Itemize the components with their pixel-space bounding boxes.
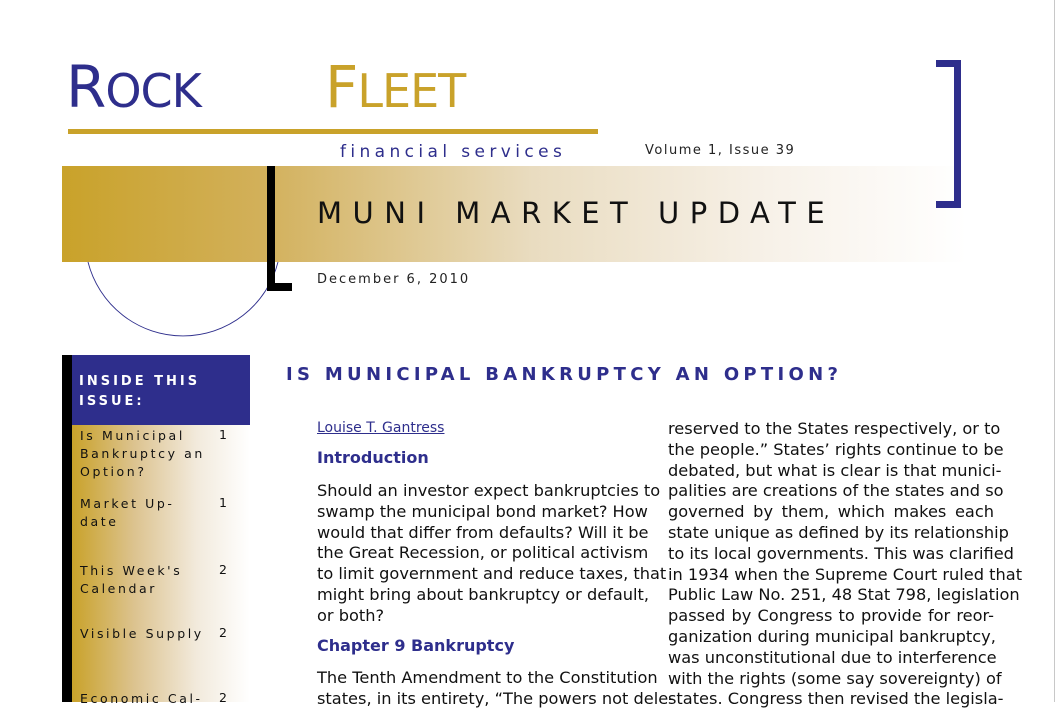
section-heading-introduction: Introduction	[317, 448, 429, 467]
chapter-paragraph	[317, 668, 675, 710]
article-byline[interactable]: Louise T. Gantress	[317, 420, 445, 436]
toc-item-page: 1	[219, 495, 227, 510]
text-line: with the rights (some say sovereignty) of	[668, 668, 1002, 688]
issue-date: December 6, 2010	[317, 272, 471, 287]
sidebar-rule	[62, 355, 72, 702]
logo-rock: ROCK	[66, 53, 201, 121]
text-line: The Tenth Amendment to the Constitution	[317, 668, 658, 687]
text-line: the Great Recession, or political activism	[317, 543, 649, 563]
text-line: reserved to the States respectively, or to	[668, 419, 1001, 438]
section-heading-chapter-9: Chapter 9 Bankruptcy	[317, 636, 515, 655]
column-two-paragraph	[668, 419, 1023, 710]
toc-item-label[interactable]: This Week's Calendar	[80, 563, 183, 596]
text-line: would that differ from defaults? Will it be	[317, 522, 649, 542]
intro-paragraph	[317, 481, 667, 627]
text-line: passed by Congress to provide for reor-	[668, 606, 994, 626]
toc-item-page: 2	[219, 562, 227, 577]
toc-item-label[interactable]: Market Up-date	[80, 496, 175, 529]
right-bracket	[954, 60, 961, 208]
text-line: ganization during municipal bankruptcy,	[668, 626, 996, 646]
toc-item-page: 2	[219, 690, 227, 705]
masthead-title: MUNI MARKET UPDATE	[317, 196, 836, 230]
text-line: might bring about bankruptcy or default,	[317, 584, 650, 604]
text-line: debated, but what is clear is that munici-	[668, 460, 1002, 480]
toc-item-label[interactable]: Economic Cal-	[80, 691, 203, 706]
text-line: was unconstitutional due to interference	[668, 647, 997, 667]
article-headline: IS MUNICIPAL BANKRUPTCY AN OPTION?	[286, 364, 843, 385]
volume-issue: Volume 1, Issue 39	[645, 143, 796, 158]
toc-item-page: 2	[219, 625, 227, 640]
logo-subtitle: financial services	[340, 142, 567, 162]
sidebar-title: INSIDE THIS ISSUE:	[79, 374, 201, 409]
text-line: governed by them, which makes each	[668, 502, 994, 522]
text-line: or both?	[317, 605, 385, 625]
toc-item-page: 1	[219, 427, 227, 442]
text-line: states, in its entirety, “The powers not dele-	[317, 688, 675, 708]
text-line: the people.” States’ rights continue to be	[668, 439, 1004, 459]
text-line: to its local governments. This was clarified	[668, 543, 1014, 563]
left-bracket	[267, 166, 275, 291]
logo-fleet: FLEET	[325, 53, 466, 121]
left-bracket-foot	[267, 283, 292, 291]
text-line: in 1934 when the Supreme Court ruled that	[668, 564, 1023, 584]
text-line: swamp the municipal bond market? How	[317, 501, 648, 521]
text-line: state unique as defined by its relationship	[668, 522, 1009, 542]
text-line: Public Law No. 251, 48 Stat 798, legislation	[668, 585, 1020, 605]
text-line: palities are creations of the states and so	[668, 481, 1004, 501]
text-line: to limit government and reduce taxes, that	[317, 564, 667, 584]
right-bracket-bottom	[936, 201, 961, 208]
toc-item-label[interactable]: Is Municipal Bankruptcy an Option?	[80, 428, 205, 479]
text-line: Should an investor expect bankruptcies to	[317, 481, 661, 500]
toc-item-label[interactable]: Visible Supply	[80, 626, 204, 641]
text-line: states. Congress then revised the legisla-	[668, 689, 1004, 709]
